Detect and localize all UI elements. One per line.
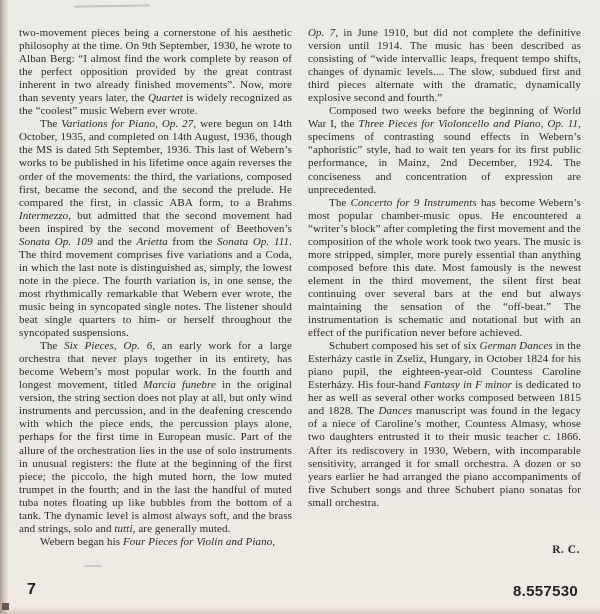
paragraph: Composed two weeks before the beginning of World War I, the Three Pieces for Violoncello and Piano, Op. 11, specimens of contrasting sound effects in Webern’s “aphoristic” style, had to wait ten years for its first public performance, in Mainz, 2nd December, 1924. The conciseness and concentration of expression are unprecedented. [308, 105, 581, 196]
scan-edge-shadow-bottom [0, 605, 600, 614]
paragraph: The Variations for Piano, Op. 27, were begun on 14th October, 1935, and completed on 14th August, 1936, though the MS is dated 5th September, 1936. This last of Webern’s works to be published in his lifetime once again reverses the order of the movements: the third, the variations, composed first, became the second, and the second the prelude. He compared the first, in classic ABA form, to a Brahms Intermezzo, but admitted that the second movement had been inspired by the second movement of Beethoven’s Sonata Op. 109 and the Arietta from the Sonata Op. 111. The third movement comprises five variations and a Coda, in which the last note is distinguished as, simply, the lowest note in the piece. The fourth variation is, in one sense, the most rhythmically remarkable that Webern ever wrote, the music being in syncopated single notes. The listener should beat single quarters to him- or herself throughout the syncopated suspensions. [19, 118, 292, 340]
scan-edge-shadow-left [0, 0, 9, 614]
author-initials: R. C. [552, 544, 580, 556]
page-number: 7 [27, 581, 36, 598]
paragraph: The Six Pieces, Op. 6, an early work for a large orchestra that never plays together in its entirety, has become Webern’s most popular work. In the fourth and longest movement, titled Marcia funebre in the original version, the string section does not play at all, but only wind instruments and percussion, and in the deafening crescendo with which the piece ends, the percussion plays alone, perhaps for the first time in European music. Part of the allure of the orchestration lies in the use of solo instruments in unusual registers: the flute at the beginning of the first piece; the piccolo, the high muted horn, the low muted trumpet in the fourth; and in the last the handful of muted tuba notes floating up like bubbles from the bottom of a tank. The dynamic level is almost always soft, and the brass and strings, solo and tutti, are generally muted. [19, 340, 292, 535]
paragraph: Webern began his Four Pieces for Violin and Piano, [40, 535, 276, 548]
paragraph: The Concerto for 9 Instruments has become Webern’s most popular chamber-music opus. He encountered a “writer’s block” after completing the first movement and the composition of the whole work took two years. The music is more stripped, simpler, more purely essential than anything composed before this date. Most famously is the newest element in the third movement, the silent first beat continuing over several bars at the end but always maintaining the sensation of the “off-beat.” The instrumentation is schematic and notational but with an effect of the purification never before achieved. [308, 196, 581, 340]
paragraph: two-movement pieces being a cornerstone of his aesthetic philosophy at the time. On 9th September, 1930, he wrote to Alban Berg: “I almost find the work complete by reason of the perfect opposition provided by the great contrast inherent in two already finished movements”. Now, more than seventy years later, the Quartet is widely recognized as the “coolest” music Webern ever wrote. [19, 27, 292, 118]
paragraph: Op. 7, in June 1910, but did not complete the definitive version until 1914. The music has been described as consisting of “wide intervallic leaps, frequent tempo shifts, changes of dynamic levels.... The slow, subdued first and third pieces alternate with the dramatic, dynamically explosive second and fourth.” [308, 27, 581, 105]
scan-corner-mark [2, 603, 9, 610]
paragraph: Schubert composed his set of six German Dances in the Esterházy castle in Zseliz, Hungary, in October 1824 for his piano pupil, the eighteen-year-old Countess Caroline Esterházy. His four-hand Fantasy in F minor is dedicated to her as well as several other works composed between 1815 and 1828. The Dances manuscript was found in the legacy of a niece of Caroline’s mother, Countess Almasy, whose two daughters entrusted it to their music teacher c. 1866. After its rediscovery in 1930, Webern, with incomparable sensitivity, arranged it for small orchestra. A dozen or so years earlier he had arranged the piano accompaniments of five Schubert songs and three Schubert piano sonatas for small orchestra. [308, 340, 581, 509]
scan-smudge-top [74, 4, 150, 7]
scan-smudge-bottom-left [84, 565, 102, 567]
text-column-left [19, 27, 292, 549]
text-column-right [308, 27, 581, 510]
catalog-number: 8.557530 [513, 583, 578, 600]
